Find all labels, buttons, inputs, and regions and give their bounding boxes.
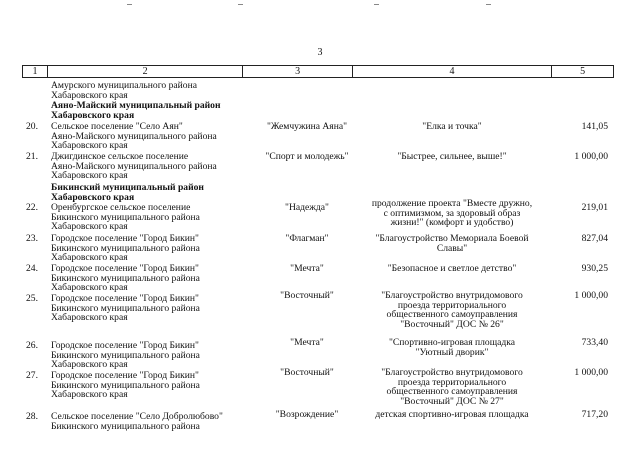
group-heading-ayano: Аяно-Майский муниципальный район Хабаровского края (51, 100, 221, 121)
row-amount: 733,40 (581, 337, 608, 348)
row-number: 20. (26, 121, 38, 132)
row-project: "Жемчужина Аяна" (266, 121, 348, 132)
row-description: "Спортивно-игровая площадка "Уютный дворик" (388, 337, 516, 358)
row-organization: Сельское поселение "Село Добролюбово" Бикинского муниципального района (51, 411, 223, 432)
row-number: 25. (26, 293, 38, 304)
header-col-5: 5 (580, 66, 586, 77)
row-amount: 1 000,00 (574, 367, 608, 378)
row-amount: 1 000,00 (574, 290, 608, 301)
row-organization: Городское поселение "Город Бикин" Бикинского муниципального района Хабаровского края (51, 233, 200, 264)
row-amount: 930,25 (581, 263, 608, 274)
row-description: "Безопасное и светлое детство" (387, 263, 517, 274)
header-col-4: 4 (353, 66, 552, 77)
row-organization: Джигдинское сельское поселение Аяно-Майского муниципального района Хабаровского края (51, 151, 217, 182)
row-project: "Надежда" (285, 202, 329, 213)
scan-mark (238, 4, 243, 5)
scan-mark (127, 4, 132, 5)
row-number: 23. (26, 233, 38, 244)
row-description: "Благоустройство Мемориала Боевой Славы" (375, 233, 529, 254)
group-heading-bikin: Бикинский муниципальный район Хабаровского края (51, 182, 204, 203)
row-project: "Восточный" (280, 290, 334, 301)
row-project: "Мечта" (290, 337, 324, 348)
row-description: "Елка и точка" (422, 121, 482, 132)
row-description: продолжение проекта "Вместе дружно, с оптимизмом, за здоровый образ жизни!" (комфорт и удобство) (371, 198, 533, 229)
row-description: детская спортивно-игровая площадка (375, 409, 529, 420)
header-col-2: 2 (48, 66, 243, 77)
scan-mark (374, 4, 379, 5)
row-organization: Городское поселение "Город Бикин" Бикинского муниципального района Хабаровского края (51, 293, 200, 324)
table-header (22, 65, 614, 78)
row-number: 21. (26, 151, 38, 162)
row-description: "Благоустройство внутридомового проезда территориального общественного самоуправления "Восточный" ДОС № 27" (381, 367, 523, 407)
row-amount: 141,05 (581, 121, 608, 132)
row-project: "Восточный" (280, 367, 334, 378)
header-col-1: 1 (23, 66, 48, 77)
continuation-text: Амурского муниципального района Хабаровского края (51, 80, 197, 101)
page-number: 3 (317, 47, 323, 58)
row-number: 22. (26, 202, 38, 213)
row-project: "Флагман" (285, 233, 329, 244)
row-number: 28. (26, 411, 38, 422)
row-project: "Мечта" (290, 263, 324, 274)
row-organization: Городское поселение "Город Бикин" Бикинского муниципального района Хабаровского края (51, 263, 200, 294)
scan-mark (486, 4, 491, 5)
row-number: 24. (26, 263, 38, 274)
row-description: "Благоустройство внутридомового проезда территориального общественного самоуправления "Восточный" ДОС № 26" (381, 290, 523, 330)
row-amount: 827,04 (581, 233, 608, 244)
row-organization: Оренбургское сельское поселение Бикинского муниципального района Хабаровского края (51, 202, 200, 233)
row-organization: Городское поселение "Город Бикин" Бикинского муниципального района Хабаровского края (51, 370, 200, 401)
row-project: "Спорт и молодежь" (265, 151, 349, 162)
header-col-3: 3 (243, 66, 353, 77)
row-description: "Быстрее, сильнее, выше!" (397, 151, 507, 162)
row-organization: Сельское поселение "Село Аян" Аяно-Майского муниципального района Хабаровского края (51, 121, 217, 152)
row-number: 27. (26, 370, 38, 381)
row-amount: 717,20 (581, 409, 608, 420)
row-project: "Возрождение" (275, 409, 339, 420)
row-amount: 219,01 (581, 202, 608, 213)
row-number: 26. (26, 340, 38, 351)
row-organization: Городское поселение "Город Бикин" Бикинского муниципального района Хабаровского края (51, 340, 200, 371)
row-amount: 1 000,00 (574, 151, 608, 162)
